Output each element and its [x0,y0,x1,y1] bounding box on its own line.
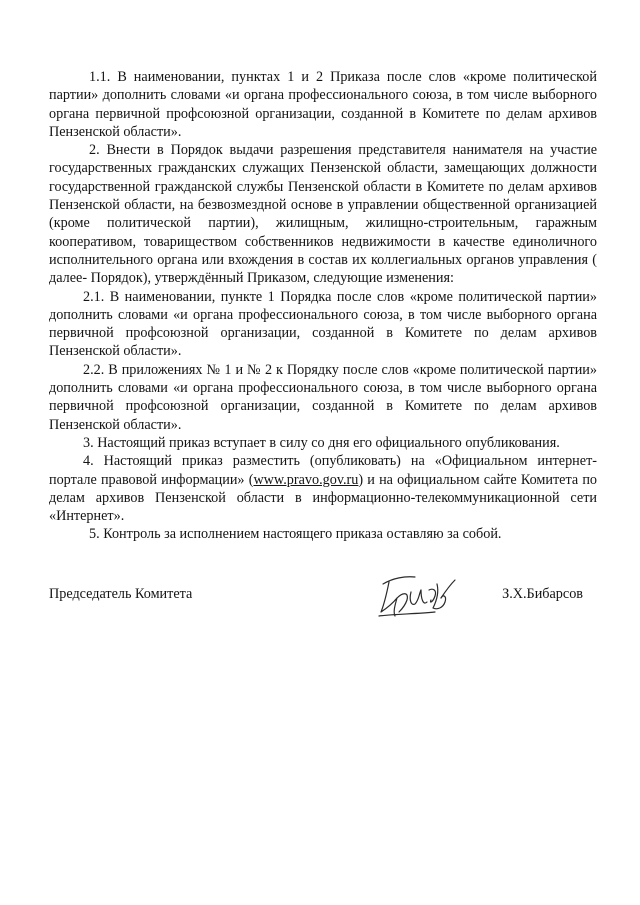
document-paragraph [49,361,597,434]
document-paragraph [49,525,597,543]
paragraph-text: 1.1. В наименовании, пунктах 1 и 2 Приказа после слов «кроме политической партии» дополнить словами «и органа профессионального союза, в том числе выборного органа первичной профсоюзной организации, созданной в Комитете по делам архивов Пензенской области». [49,69,597,140]
paragraph-text: 4. Настоящий приказ разместить (опубликовать) на «Официальном интернет-портале правовой информации» ( [49,453,597,488]
document-body [49,68,597,544]
document-paragraph [49,434,597,452]
document-paragraph [49,452,597,525]
document-paragraph [49,141,597,287]
paragraph-text: ) и на официальном сайте Комитета по делам архивов Пензенской области в информационно-телекоммуникационной сети «Интернет». [49,471,598,525]
signatory-name: З.Х.Бибарсов [502,586,583,602]
paragraph-text: 2.1. В наименовании, пункте 1 Порядка после слов «кроме политической партии» дополнить словами «и органа профессионального союза, в том числе выборного органа первичной профсоюзной организации, созданной в Комитете по делам архивов Пензенской области». [49,288,597,360]
pravo-gov-link[interactable]: www.pravo.gov.ru [253,471,359,488]
signature-block [49,578,597,628]
paragraph-text: 5. Контроль за исполнением настоящего приказа оставляю за собой. [89,526,502,543]
signatory-position: Председатель Комитета [49,586,193,602]
paragraph-text: 3. Настоящий приказ вступает в силу со дня его официального опубликования. [83,434,560,451]
document-paragraph [49,288,597,361]
document-paragraph [49,68,597,141]
handwritten-signature [375,570,463,622]
paragraph-text: 2. Внести в Порядок выдачи разрешения представителя нанимателя на участие государственных гражданских служащих Пензенской области, замещающих должности государственной гражданской службы Пензенской области в Комитете по делам архивов Пензенской области, на безвозмездной основе в управлении общественной организацией (кроме политической партии), жилищным, жилищно-строительным, гаражным кооперативом, товариществом собственников недвижимости в качестве единоличного исполнительного органа или вхождения в состав их коллегиальных органов управления ( далее- Порядок), утверждённый Приказом, следующие изменения: [49,142,597,287]
paragraph-text: 2.2. В приложениях № 1 и № 2 к Порядку после слов «кроме политической партии» дополнить словами «и органа профессионального союза, в том числе выборного органа первичной профсоюзной организации, созданной в Комитете по делам архивов Пензенской области». [49,361,597,433]
